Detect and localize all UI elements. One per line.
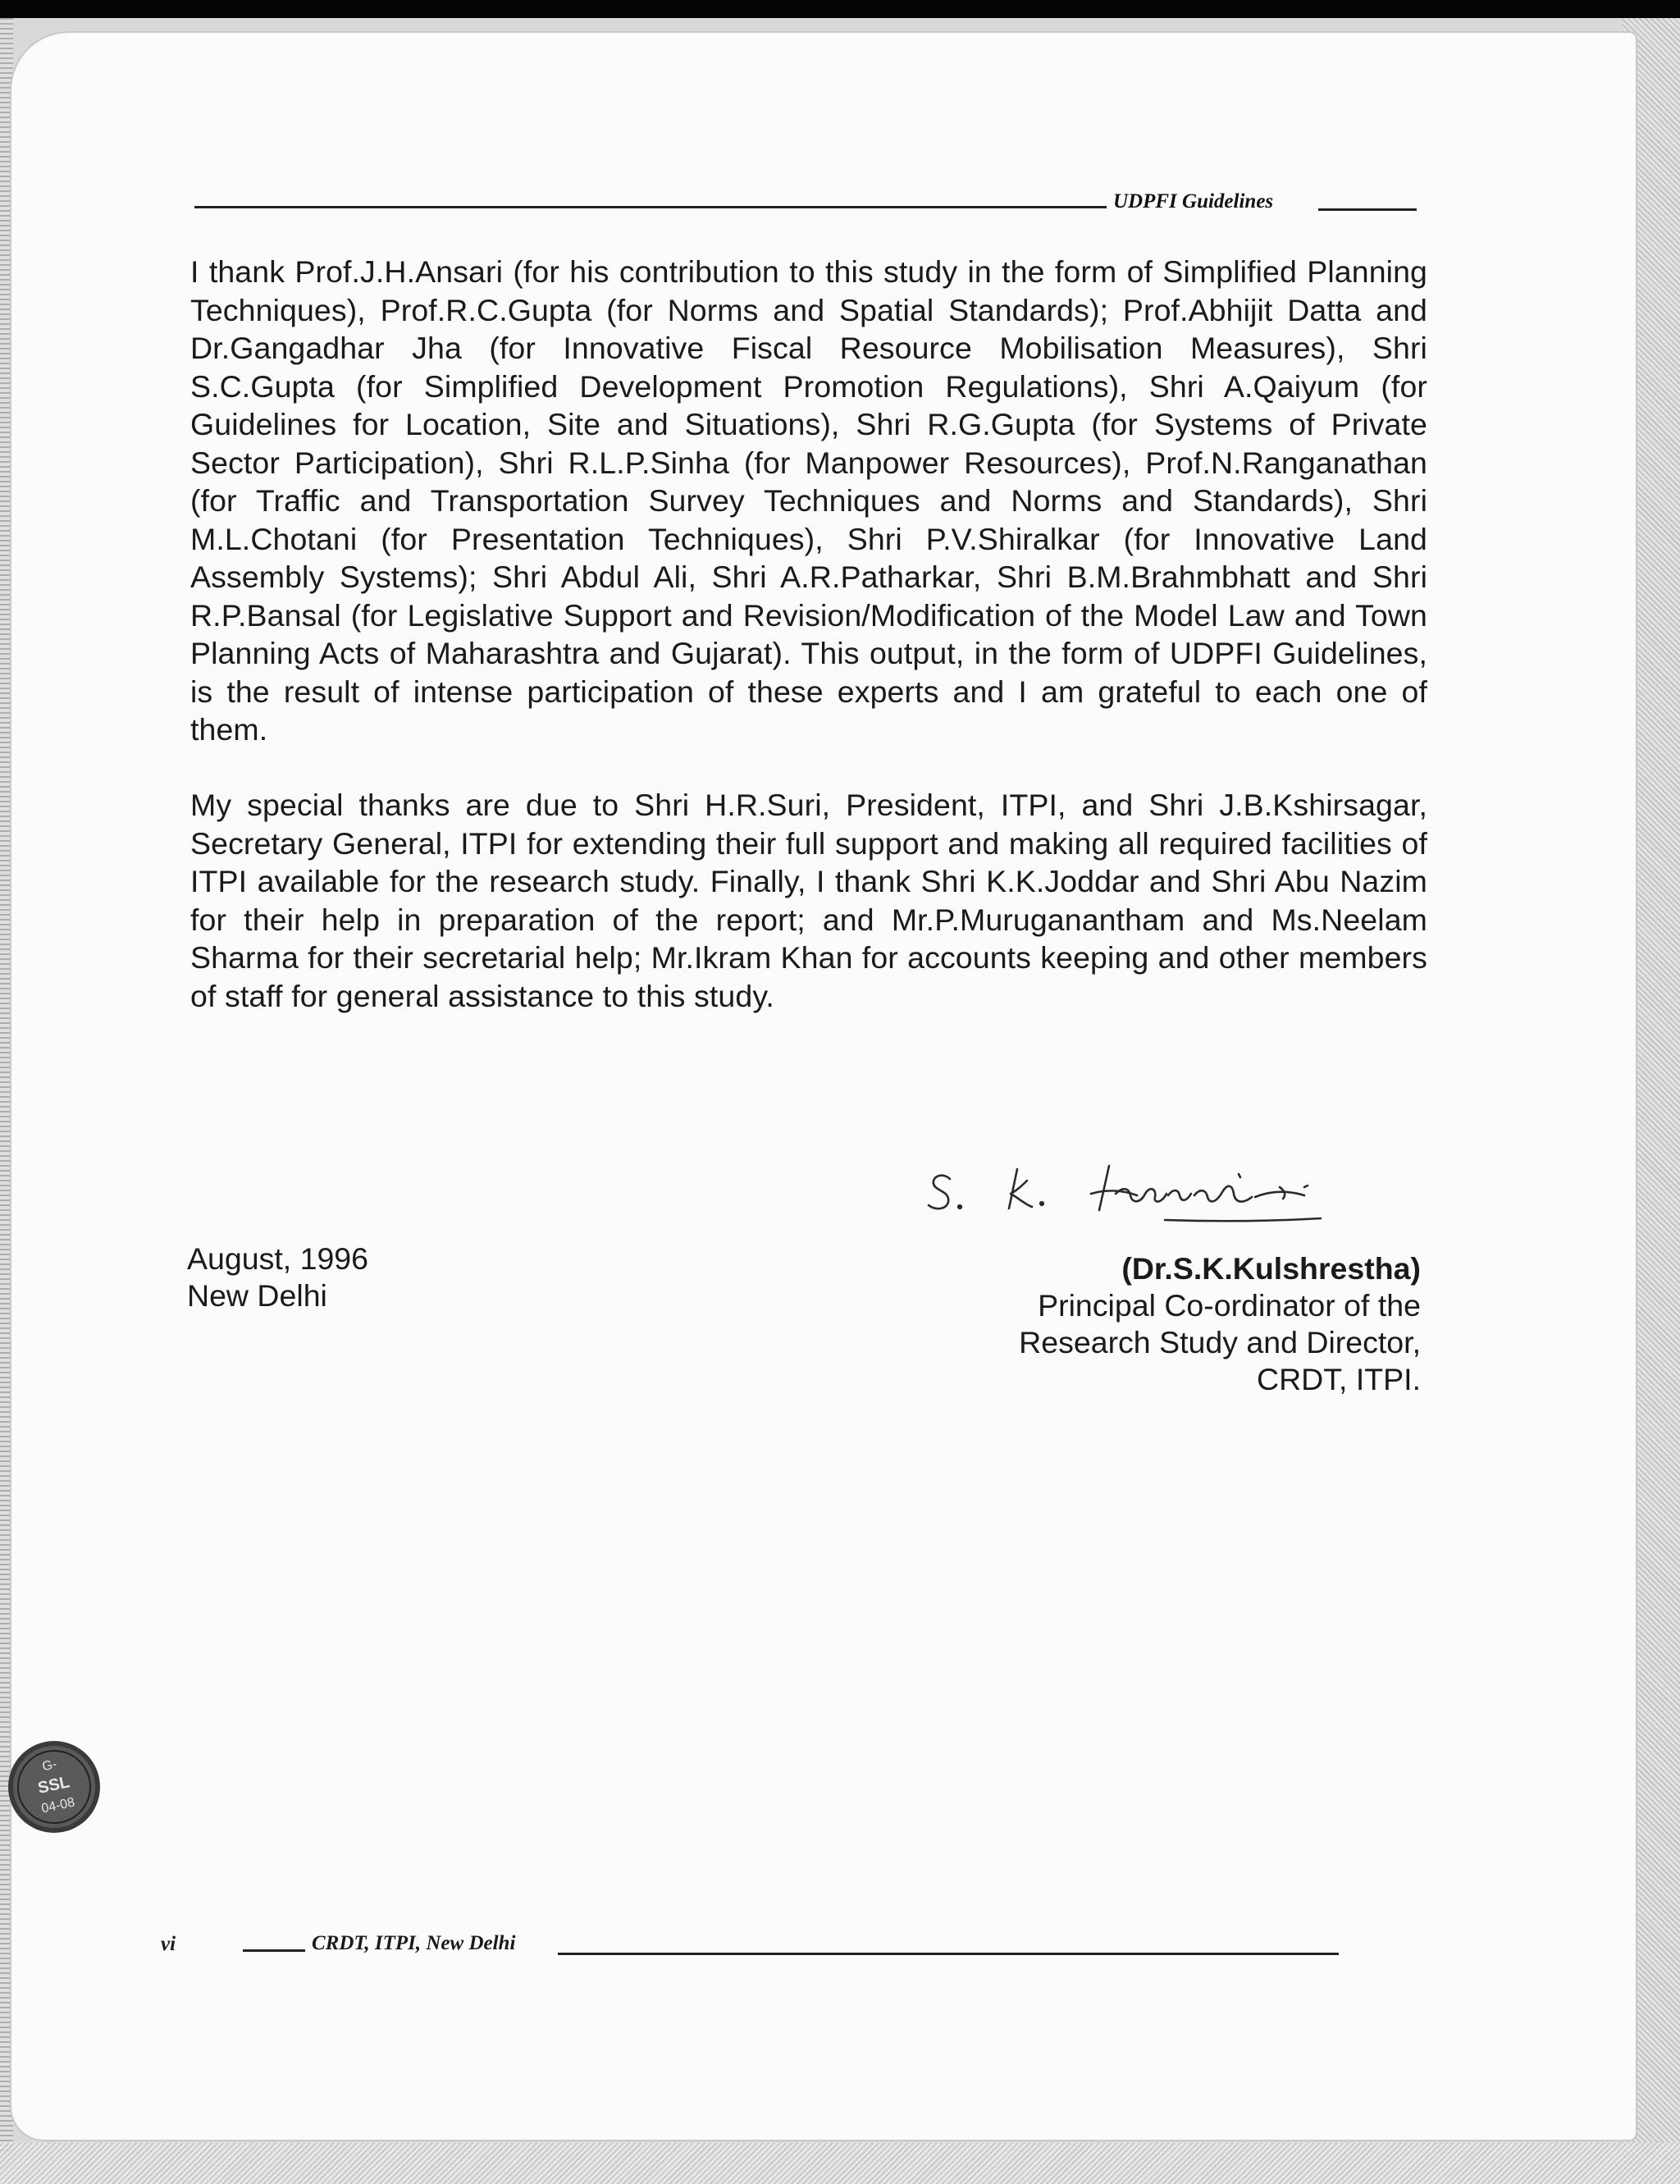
footer-rule [243, 1949, 305, 1952]
signatory-name: (Dr.S.K.Kulshrestha) [1121, 1251, 1421, 1286]
scan-top-border [0, 0, 1680, 18]
header-rule [194, 206, 1107, 208]
signatory-title-line-1: Principal Co-ordinator of the [1038, 1288, 1421, 1323]
date-place-block [187, 1240, 368, 1314]
signatory-title-line-2: Research Study and Director, [1019, 1325, 1421, 1359]
svg-text:04-08: 04-08 [40, 1795, 76, 1816]
date: August, 1996 [187, 1241, 369, 1276]
acknowledgement-paragraph-1: I thank Prof.J.H.Ansari (for his contribution to this study in the form of Simplified Planning Techniques), Prof.R.C.Gupta (for Norms and Spatial Standards); Prof.Abhijit Datta and Dr.Gangadhar Jha (for Innovative Fiscal Resource Mobilisation Measures), Shri S.C.Gupta (for Simplified Development Promotion Regulations), Shri A.Qaiyum (for Guidelines for Location, Site and Situations), Shri R.G.Gupta (for Systems of Private Sector Participation), Shri R.L.P.Sinha (for Manpower Resources), Prof.N.Ranganathan (for Traffic and Transportation Survey Techniques and Norms and Standards), Shri M.L.Chotani (for Presentation Techniques), Shri P.V.Shiralkar (for Innovative Land Assembly Systems); Shri Abdul Ali, Shri A.R.Patharkar, Shri B.M.Brahmbhatt and Shri R.P.Bansal (for Legislative Support and Revision/Modification of the Model Law and Town Planning Acts of Maharashtra and Gujarat). This output, in the form of UDPFI Guidelines, is the result of intense participation of these experts and I am grateful to each one of them. [190, 254, 1427, 747]
svg-text:SSL: SSL [36, 1773, 71, 1798]
footer-rule-end [558, 1953, 1339, 1955]
signatory-block [1019, 1250, 1421, 1398]
acknowledgement-paragraph-2: My special thanks are due to Shri H.R.Suri, President, ITPI, and Shri J.B.Kshirsagar, Secretary General, ITPI for extending their full support and making all required facilities of ITPI available for the research study. Finally, I thank Shri K.K.Joddar and Shri Abu Nazim for their help in preparation of the report; and Mr.P.Muruganantham and Ms.Neelam Sharma for their secretarial help; Mr.Ikram Khan for accounts keeping and other members of staff for general assistance to this study. [190, 788, 1427, 1013]
library-stamp [5, 1738, 103, 1836]
handwritten-signature [919, 1145, 1378, 1235]
page-number: vi [161, 1933, 176, 1955]
signatory-title-line-3: CRDT, ITPI. [1256, 1362, 1421, 1396]
running-footer: CRDT, ITPI, New Delhi [312, 1932, 516, 1954]
place: New Delhi [187, 1278, 327, 1313]
svg-text:G-: G- [41, 1757, 58, 1775]
header-rule-end [1318, 208, 1417, 211]
running-header: UDPFI Guidelines [1113, 190, 1274, 212]
scan-bottom-edge [0, 2143, 1680, 2184]
